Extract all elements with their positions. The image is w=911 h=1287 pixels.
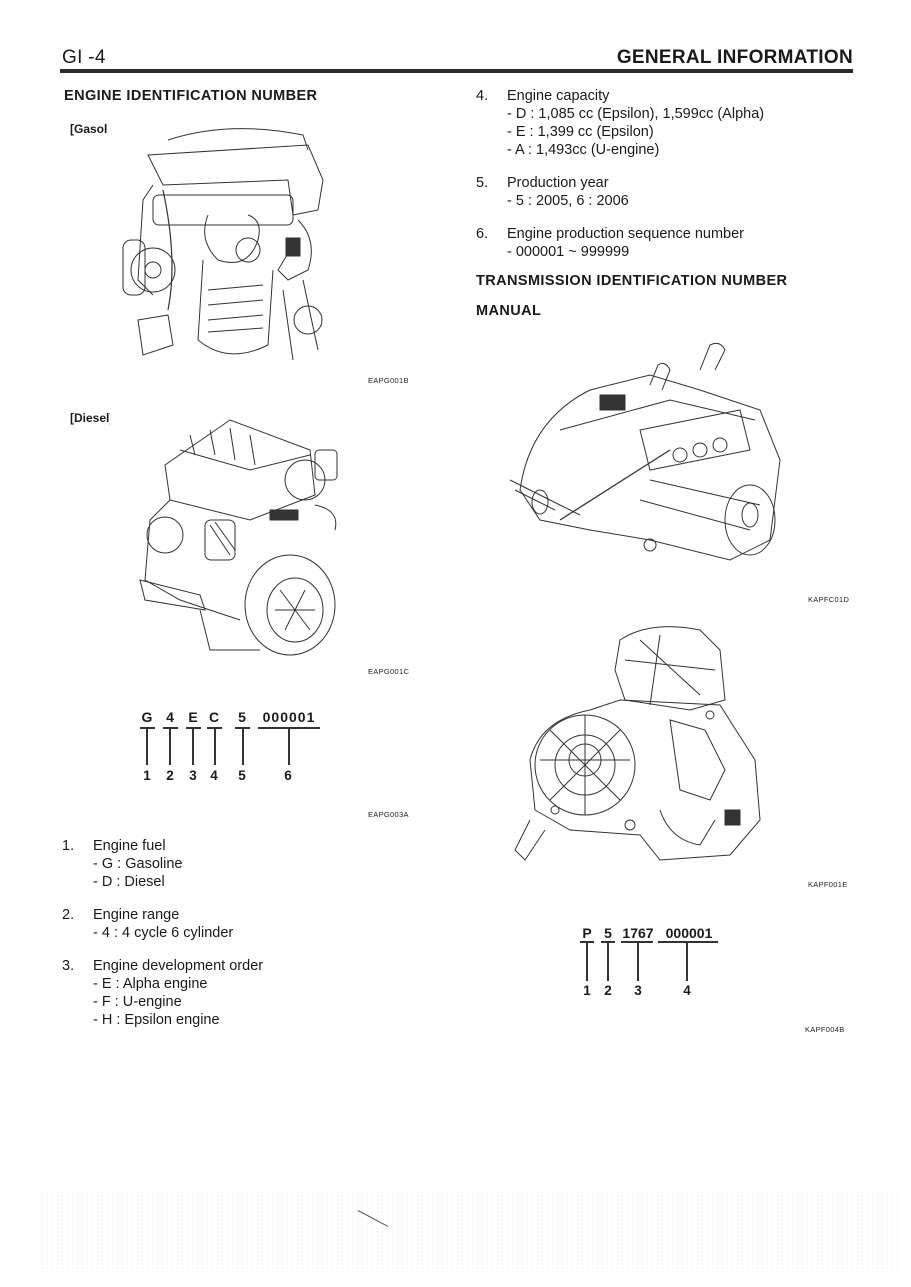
scan-noise xyxy=(40,1190,900,1270)
diesel-label: [Diesel] xyxy=(70,411,114,425)
manual-transmission-illustration-top xyxy=(500,340,785,565)
transmission-code-index: 4 xyxy=(683,983,691,998)
page-number: GI -4 xyxy=(62,47,106,68)
engine-id-title: ENGINE IDENTIFICATION NUMBER xyxy=(64,88,318,104)
legend-sub-item: - 000001 ~ 999999 xyxy=(507,244,630,260)
gasoline-caption: EAPG001B xyxy=(368,376,409,385)
engine-code-char: 5 xyxy=(238,709,246,725)
transmission-id-title: TRANSMISSION IDENTIFICATION NUMBER xyxy=(476,273,788,289)
engine-code-index: 1 xyxy=(143,768,151,783)
transmission-code-char: 1767 xyxy=(622,925,654,941)
engine-code-index: 5 xyxy=(238,768,246,783)
manual-title: MANUAL xyxy=(476,303,542,319)
diesel-engine-illustration xyxy=(110,410,350,660)
engine-code-caption: EAPG003A xyxy=(368,810,409,819)
gasoline-label: [Gasoline] xyxy=(70,122,129,136)
legend-sub-item: - H : Epsilon engine xyxy=(93,1012,220,1028)
legend-item-title: Engine production sequence number xyxy=(507,226,744,242)
engine-code-legend-left: 1. Engine fuel - G : Gasoline - D : Diesel 2. Engine range - 4 : 4 cycle 6 cylinder 3. Engine development order - E : Alpha engine - F : U-engine - H : Epsilon engine xyxy=(62,838,264,1028)
transmission-code-index: 1 xyxy=(583,983,591,998)
transmission-code-char: 5 xyxy=(604,925,612,941)
legend-item-title: Engine development order xyxy=(93,958,264,974)
engine-code-char: 4 xyxy=(166,709,174,725)
transmission-top-caption: KAPFC01D xyxy=(808,595,850,604)
section-title: GENERAL INFORMATION xyxy=(616,47,853,68)
legend-sub-item: - D : 1,085 cc (Epsilon), 1,599cc (Alpha) xyxy=(507,106,765,122)
transmission-side-caption: KAPF001E xyxy=(808,880,848,889)
manual-transmission-illustration-side xyxy=(510,620,785,865)
transmission-code-caption: KAPF004B xyxy=(805,1025,845,1034)
legend-sub-item: - A : 1,493cc (U-engine) xyxy=(507,142,660,158)
gasoline-engine-illustration xyxy=(108,120,338,365)
engine-code-char: E xyxy=(188,709,198,725)
engine-code-index: 3 xyxy=(189,768,197,783)
legend-sub-item: - G : Gasoline xyxy=(93,856,183,872)
transmission-code-char: P xyxy=(582,925,592,941)
transmission-code-index: 2 xyxy=(604,983,612,998)
transmission-code-index: 3 xyxy=(634,983,642,998)
diesel-caption: EAPG001C xyxy=(368,667,410,676)
legend-sub-item: - D : Diesel xyxy=(93,874,165,890)
legend-sub-item: - E : 1,399 cc (Epsilon) xyxy=(507,124,654,140)
engine-code-index: 2 xyxy=(166,768,174,783)
engine-code-char: C xyxy=(208,709,220,725)
legend-item-title: Engine capacity xyxy=(507,88,610,104)
legend-sub-item: - E : Alpha engine xyxy=(93,976,208,992)
legend-item-title: Engine range xyxy=(93,907,180,923)
transmission-code-char: 000001 xyxy=(665,925,713,941)
engine-code-char: G xyxy=(141,709,153,725)
legend-item-title: Engine fuel xyxy=(93,838,166,854)
legend-sub-item: - 4 : 4 cycle 6 cylinder xyxy=(93,925,234,941)
engine-code-legend-right: 4. Engine capacity - D : 1,085 cc (Epsilon), 1,599cc (Alpha) - E : 1,399 cc (Epsilon) - A : 1,493cc (U-engine) 5. Production year - 5 : 2005, 6 : 2006 6. Engine production sequence number - 000001 ~ 999999 xyxy=(476,88,765,260)
header-rule xyxy=(60,69,853,73)
legend-sub-item: - F : U-engine xyxy=(93,994,182,1010)
legend-item-title: Production year xyxy=(507,175,609,191)
engine-code-index: 4 xyxy=(210,768,218,783)
engine-code-char: 000001 xyxy=(262,709,316,725)
legend-sub-item: - 5 : 2005, 6 : 2006 xyxy=(507,193,629,209)
engine-code-index: 6 xyxy=(284,768,292,783)
